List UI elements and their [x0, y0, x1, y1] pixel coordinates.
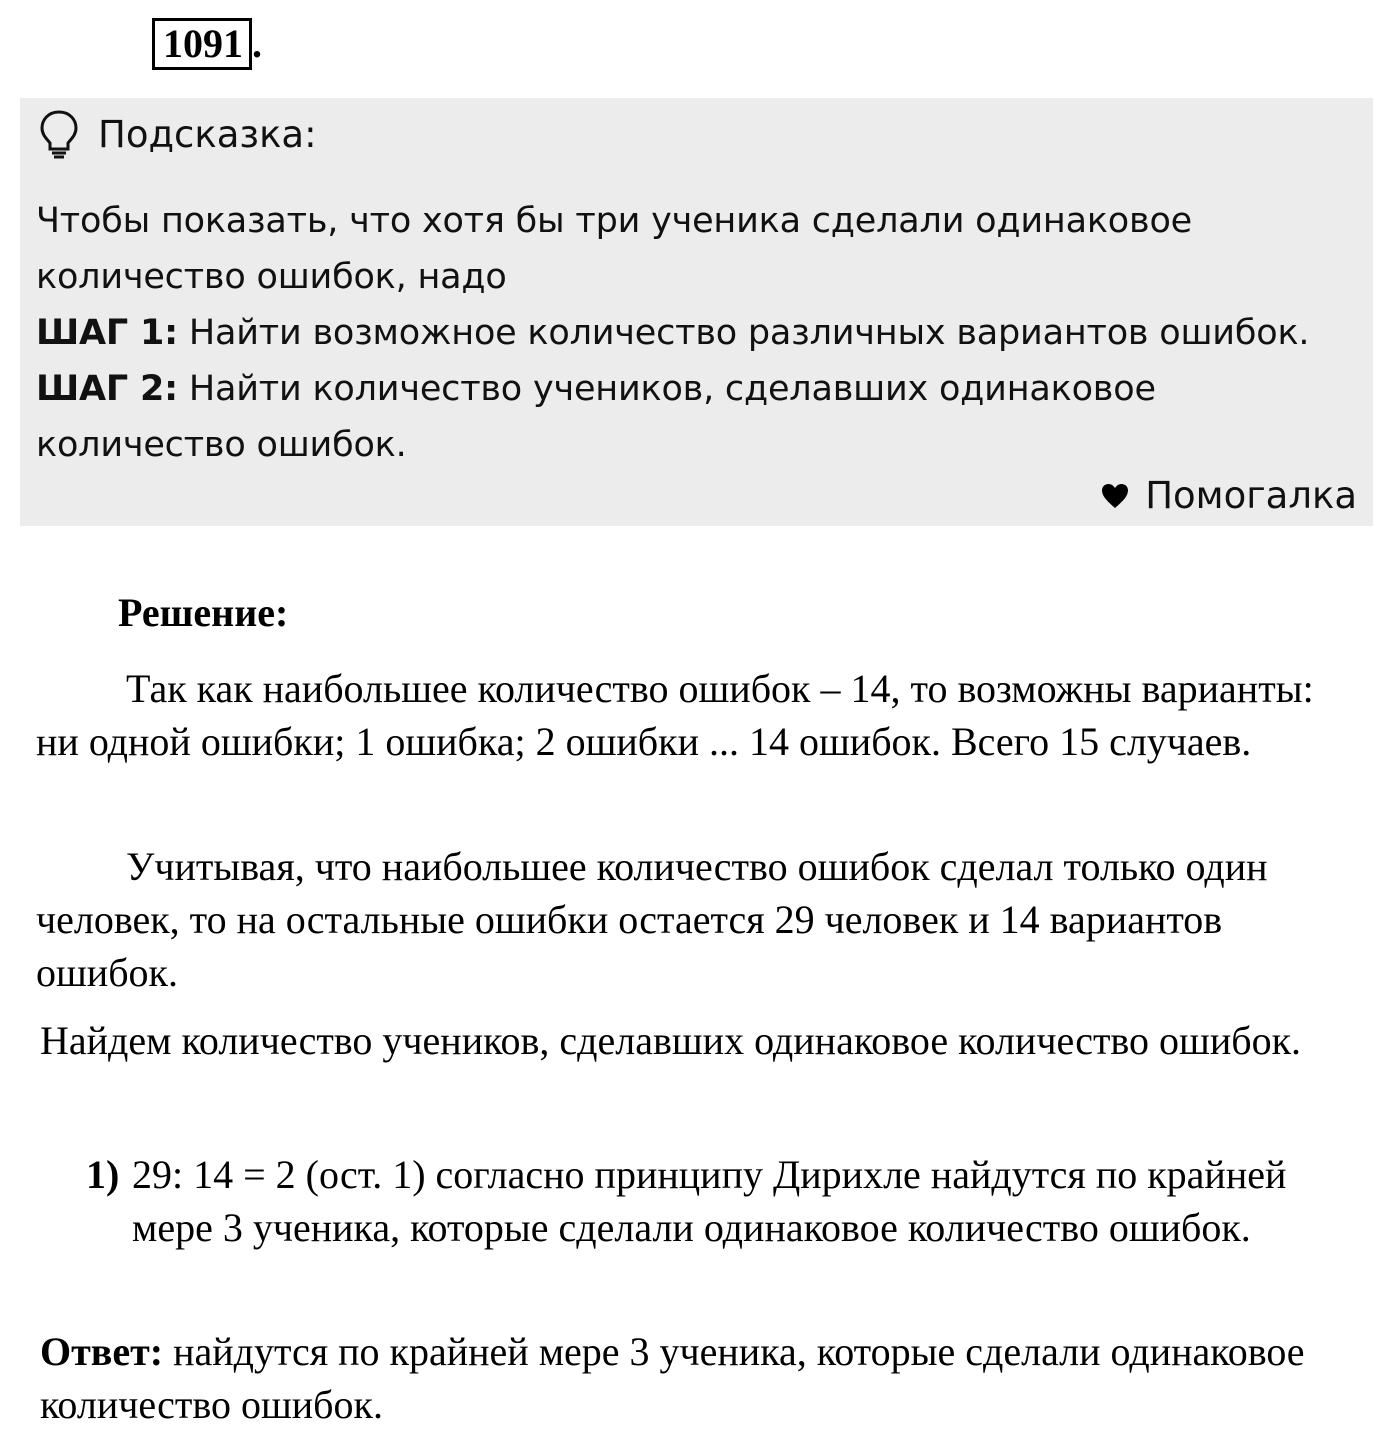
problem-number-suffix: .	[252, 21, 262, 66]
solution-heading: Решение:	[118, 590, 289, 635]
answer	[40, 1325, 1340, 1431]
solution-paragraph-1: Так как наибольшее количество ошибок – 14, то возможны варианты: ни одной ошибки; 1 ошибка; 2 ошибки ... 14 ошибок. Всего 15 случаев.	[36, 666, 1314, 764]
hint-footer-label: Помогалка	[1145, 474, 1357, 517]
problem-number	[152, 18, 262, 70]
solution-step-1	[86, 1148, 1336, 1254]
hint-step1	[36, 305, 1366, 361]
lightbulb-icon	[38, 109, 80, 159]
hint-step1-label: ШАГ 1:	[36, 313, 178, 353]
hint-step2	[36, 361, 1366, 417]
hint-body	[36, 193, 1366, 473]
hint-step2-label: ШАГ 2:	[36, 369, 178, 409]
problem-number-box: 1091	[152, 18, 252, 70]
hint-header	[38, 110, 317, 158]
hint-step1-text: Найти возможное количество различных вариантов ошибок.	[177, 313, 1310, 353]
hint-step2-text: Найти количество учеников, сделавших одинаковое	[177, 369, 1156, 409]
hint-box	[20, 98, 1373, 526]
hint-intro-line2: количество ошибок, надо	[36, 257, 507, 297]
solution-step-1-text: 29: 14 = 2 (ост. 1) согласно принципу Дирихле найдутся по крайней мере 3 ученика, которые сделали одинаковое количество ошибок.	[132, 1152, 1287, 1250]
answer-text: найдутся по крайней мере 3 ученика, которые сделали одинаковое количество ошибок.	[40, 1329, 1305, 1427]
hint-intro-line1: Чтобы показать, что хотя бы три ученика сделали одинаковое	[36, 201, 1192, 241]
hint-title: Подсказка:	[98, 112, 317, 156]
solution-paragraph-3: Найдем количество учеников, сделавших одинаковое количество ошибок.	[40, 1018, 1302, 1063]
solution-paragraph-2: Учитывая, что наибольшее количество ошибок сделал только один человек, то на остальные ошибки остается 29 человек и 14 вариантов ошибок.	[36, 844, 1268, 995]
heart-icon	[1101, 483, 1129, 509]
hint-footer	[1101, 474, 1357, 517]
answer-label: Ответ:	[40, 1329, 164, 1374]
solution-step-1-number: 1)	[86, 1152, 120, 1197]
hint-step2-line2: количество ошибок.	[36, 425, 407, 465]
